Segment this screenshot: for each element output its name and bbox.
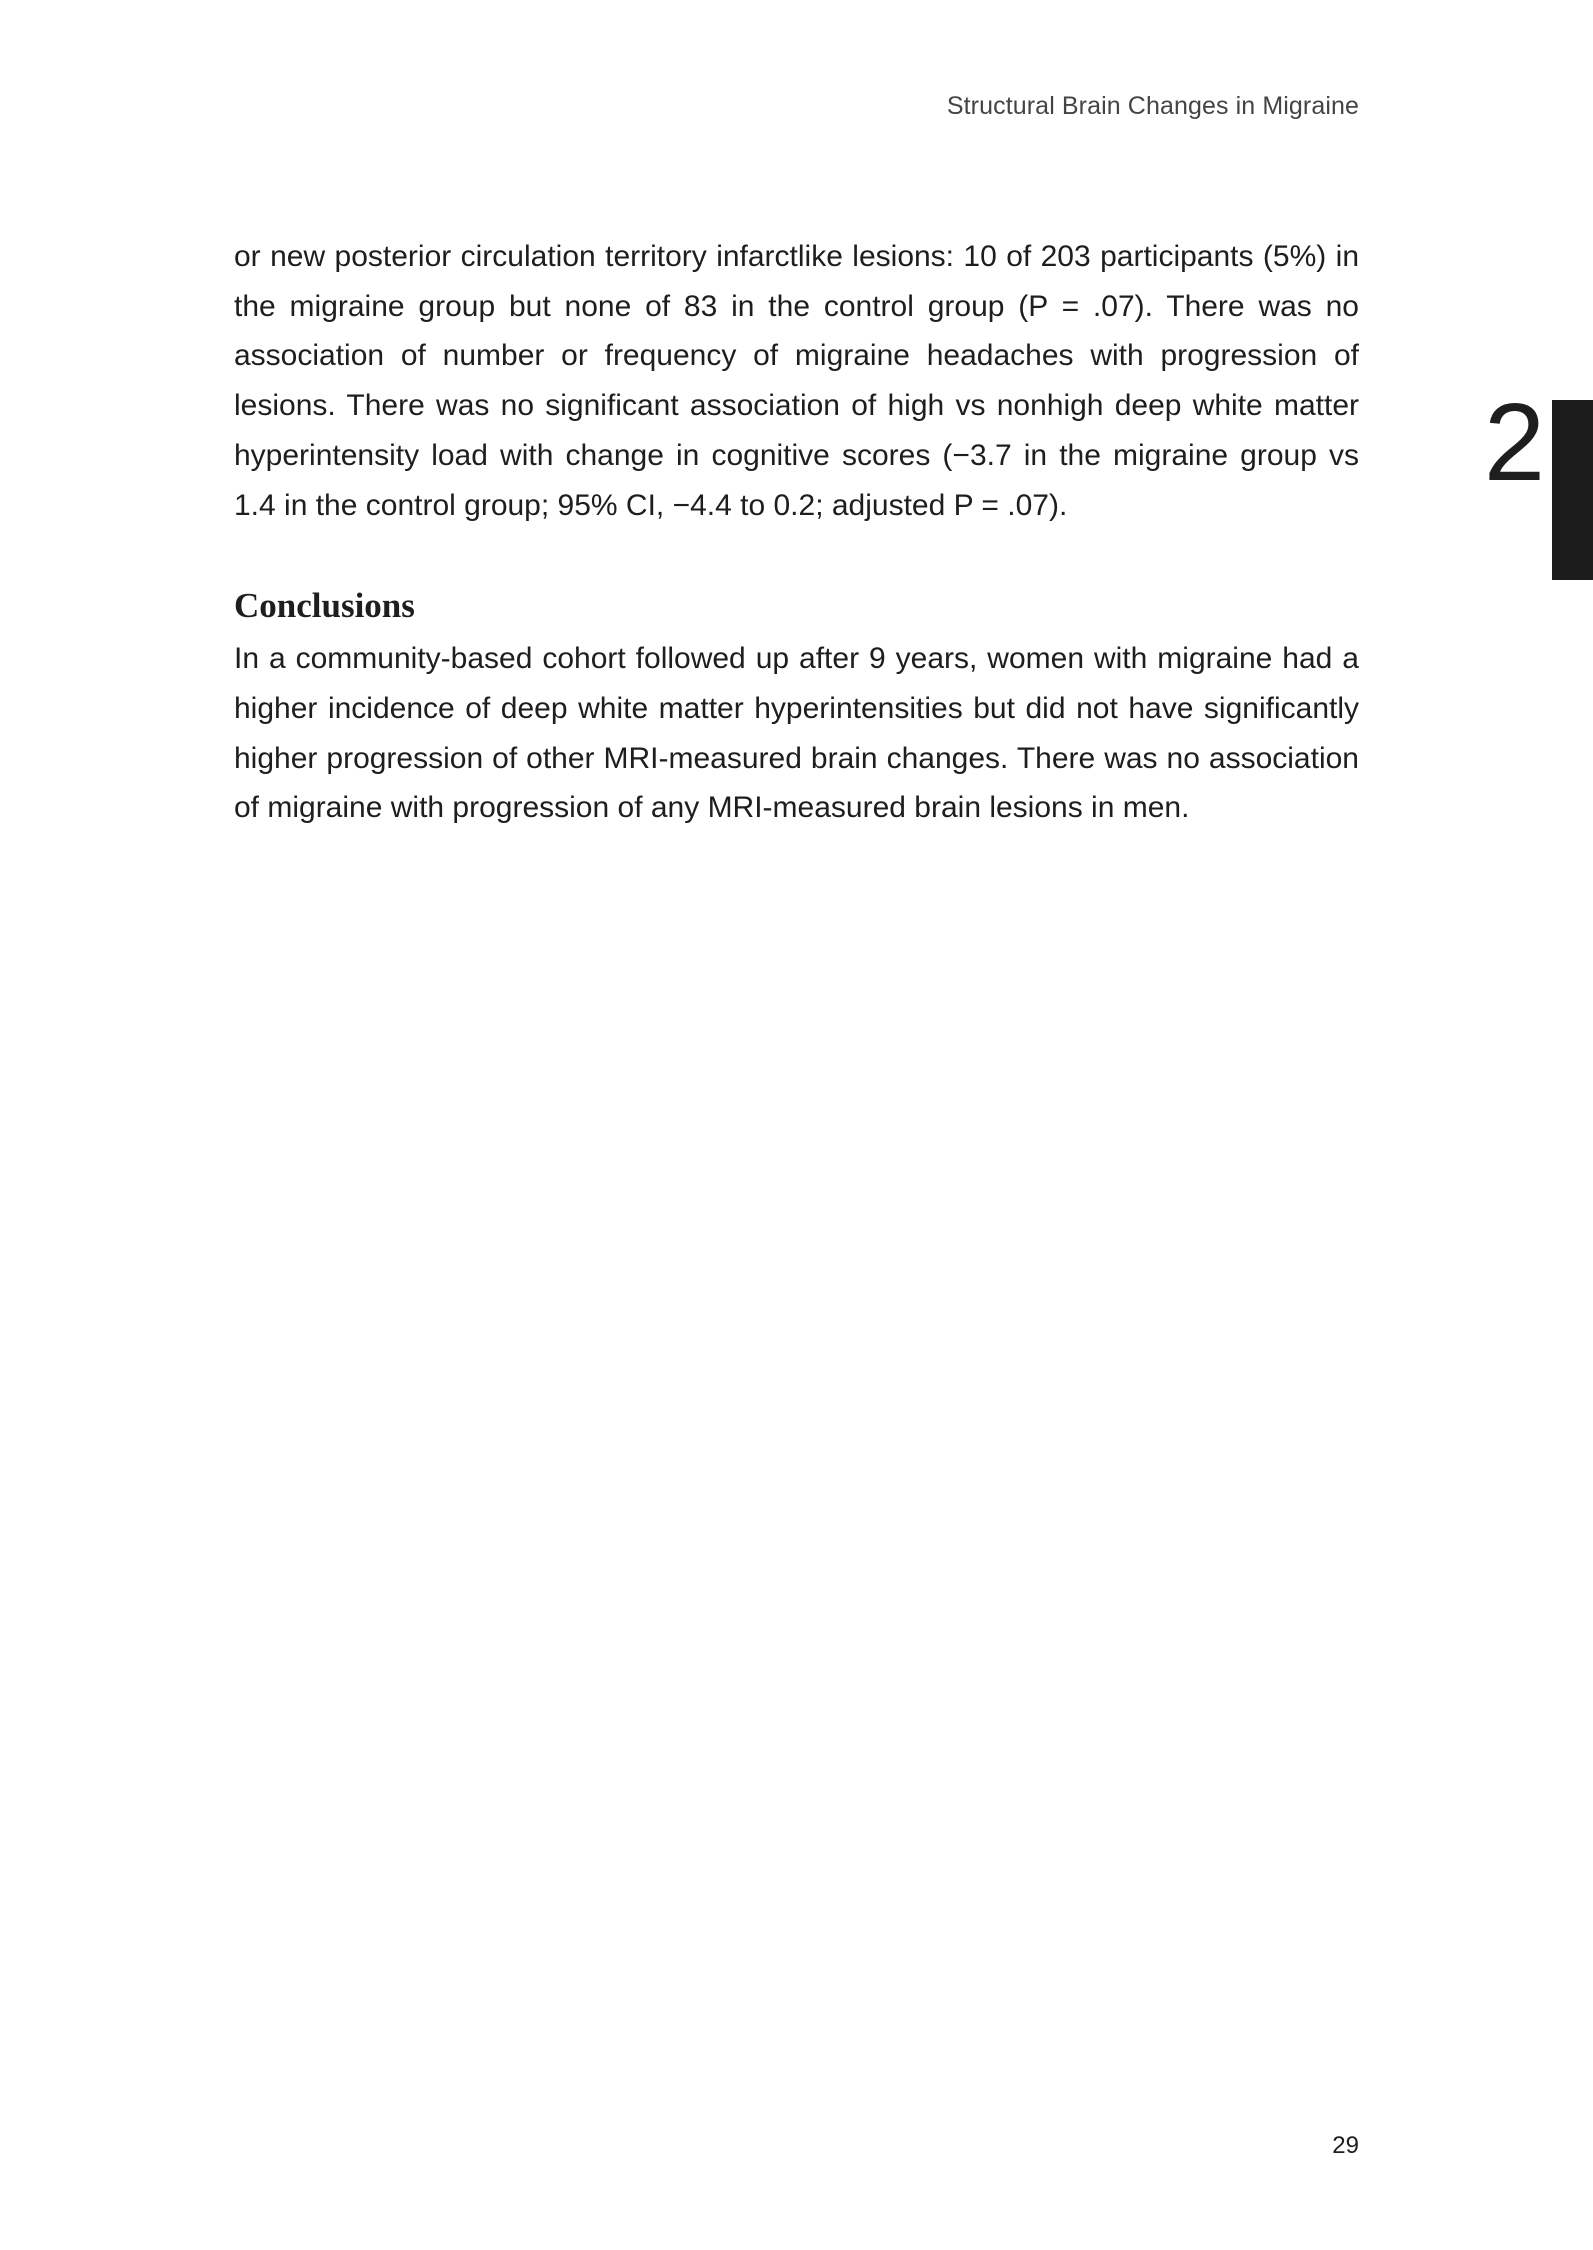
chapter-number: 2 xyxy=(1483,381,1545,504)
results-paragraph: or new posterior circulation territory infarctlike lesions: 10 of 203 participants (5%) in the migraine group but none of 83 in the control group (P = .07). There was no association of number or frequency of migraine headaches with progression of lesions. There was no significant association of high vs nonhigh deep white matter hyperintensity load with change in cognitive scores (−3.7 in the migraine group vs 1.4 in the control group; 95% CI, −4.4 to 0.2; adjusted P = .07). xyxy=(234,240,1359,522)
page-content xyxy=(234,232,1359,833)
page-number: 29 xyxy=(1332,2132,1359,2159)
conclusions-heading: Conclusions xyxy=(234,586,415,626)
chapter-tab-marker xyxy=(1552,400,1593,580)
conclusions-paragraph: In a community-based cohort followed up after 9 years, women with migraine had a higher incidence of deep white matter hyperintensities but did not have significantly higher progression of other MRI-measured brain changes. There was no association of migraine with progression of any MRI-measured brain lesions in men. xyxy=(234,642,1359,825)
running-header: Structural Brain Changes in Migraine xyxy=(946,92,1359,120)
